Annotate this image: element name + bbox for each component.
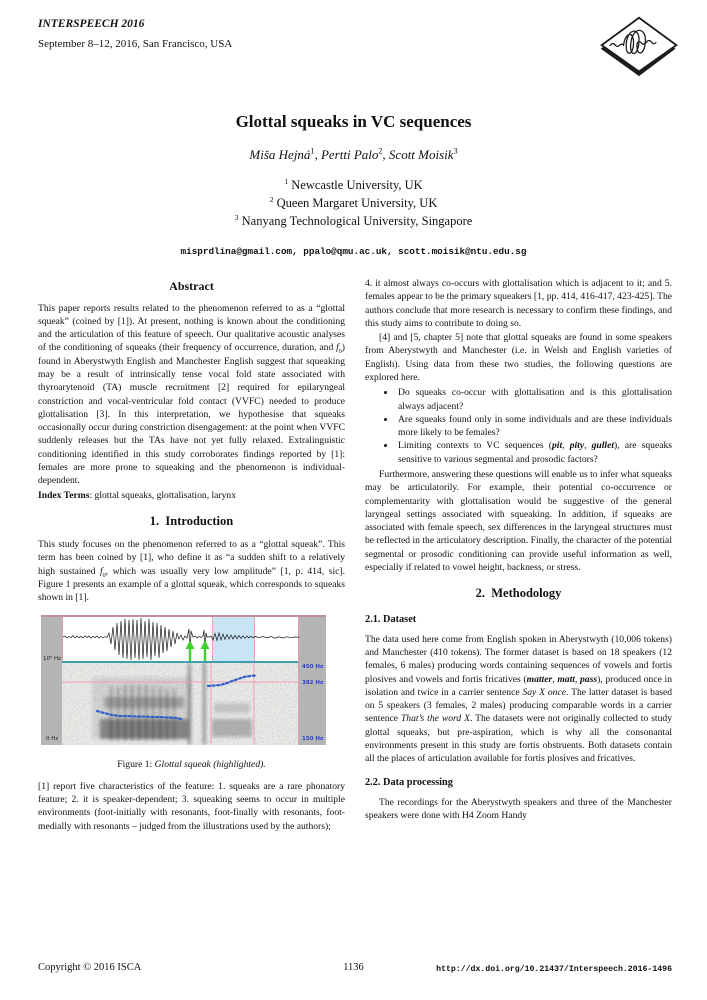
waveform-trace: [63, 617, 299, 661]
paper-title: Glottal squeaks in VC sequences: [235, 112, 472, 131]
affiliation-3: $^3$ Nanyang Technological University, Singapore: [234, 212, 473, 228]
affiliation-1: $^1$ Newcastle University, UK: [284, 176, 423, 192]
figure-left-axis-strip: [41, 617, 62, 745]
section-heading-introduction: 1. Introduction: [149, 513, 234, 528]
axis-label-450hz: 450 Hz: [302, 663, 324, 670]
right-column: [365, 277, 672, 834]
subsection-heading-data-processing: 2.2. Data processing: [365, 776, 453, 788]
conference-date-location: September 8–12, 2016, San Francisco, USA: [38, 38, 233, 50]
spectrogram-image: [62, 663, 298, 745]
characteristics-continuation-paragraph: 4. it almost always co-occurs with glottalisation which is adjacent to it; and 5. females appear to be the primary squeakers [1, pp. 414, 416-417, 423-425]. The authors conclude that more research is necessary to confirm these findings, and this study aims to contribute to doing so.: [365, 278, 672, 329]
characteristics-paragraph: [1] report five characteristics of the feature: 1. squeaks are a rare phonatory feature; 2. it is speaker-dependent; 3. squeaking seems to occur in multiple environments (foot-initially with resonants, foot-finally with resonants, foot-medially with resonants – judged from the illustrations used by the authors);: [38, 780, 345, 832]
research-questions-list: [365, 386, 672, 466]
dataset-paragraph: The data used here come from English spoken in Aberystwyth (10,006 tokens) and Manchester (410 tokens). The former dataset is based on 18 speakers (12 females, 6 males) producing words containing sequences of vowels and fortis plosives and vowels and fortis fricatives (matter, matt, pass), produced once in isolation and twice in a carrier sentence Say X once. The latter dataset is based on 5 speakers (3 females, 2 males) producing comparable words in a carrier sentence That’s the word X. The datasets were not originally collected to study glottal squeaks, but pre-aspiration, which is why all the consonantal environments present in this study are fortis obstruents. Both datasets contain all the places of articulation available for fortis plosives and fricatives.: [365, 633, 673, 765]
waveform-panel: [62, 617, 298, 661]
authors-line: Miša Hejná$^1$, Pertti Palo$^2$, Scott Moisik$^3$: [249, 146, 458, 162]
figure-1: [38, 615, 345, 771]
page-number: 1136: [343, 962, 364, 973]
isca-logo-icon: [598, 12, 680, 80]
figure-plot-area: [62, 617, 299, 745]
abstract-heading: Abstract: [169, 279, 214, 293]
affiliations: [0, 176, 707, 230]
axis-label-150hz: 150 Hz: [302, 735, 324, 742]
subsection-heading-dataset: 2.1. Dataset: [365, 613, 417, 625]
author-emails[interactable]: misprdlina@gmail.com, ppalo@qmu.ac.uk, scott.moisik@ntu.edu.sg: [180, 246, 527, 257]
affiliation-2: $^2$ Queen Margaret University, UK: [269, 194, 438, 210]
furthermore-paragraph: Furthermore, answering these questions will enable us to infer what squeaks may be articulatorily. For example, their potential co-occurrence or complementarity with glottalisation would be suggestive of the general laryngeal settings associated with squeaking. In addition, if squeaks are associated with female speech, sex differences in the laryngeal structures must be reflected in the articulatory description. Finally, the character of the potential segmental or prosodic conditioning can provide useful information as well, especially if related to vowel height, backness, or stress.: [365, 468, 672, 573]
abstract-paragraph: This paper reports results related to the phenomenon referred to as a “glottal squeak” (coined by [1]). At present, nothing is known about the conditioning and the articulation of this feature of speech. Our qualitative acoustic analyses of the conditioning of squeaks (their frequency of occurrence, duration, and $f_0$) found in Aberystwyth English and Manchester English suggest that squeaking may be a result of intrinsically tense vocal fold state associated with thyroarytenoid (TA) muscle recruitment [2] required for epilaryngeal constriction and vocal-ventricular fold contact (VVFC) needed to produce glottalisation [3]. In this interpretation, we hypothesise that squeaks occasionally occur during constriction disengagement: at the point when VVFC suddenly releases but the TAs have not yet fully relaxed. Extralinguistic conditioning identified in this study corroborates findings reported by [1]: females are more prone to squeaking and the phenomenon is individual-dependent.: [38, 302, 345, 487]
axis-label-left-top: 10⁵ Hz: [43, 655, 61, 662]
axis-label-382hz: 382 Hz: [302, 679, 324, 686]
figure-1-image: [41, 615, 326, 745]
list-item: • Do squeaks co-occur with glottalisation and is this glottalisation always adjacent?: [396, 386, 672, 413]
copyright-notice: Copyright © 2016 ISCA: [38, 962, 142, 973]
index-terms: Index Terms: glottal squeaks, glottalisation, larynx: [38, 489, 237, 501]
intro-paragraph: This study focuses on the phenomenon referred to as a “glottal squeak”. This term has been coined by [1], who define it as “a sudden shift to a relatively high sustained $f_0$, which was usually very low amplitude” [1, p. 414, sic]. Figure 1 presents an example of a glottal squeak, which corresponds to squeaks shown in [1].: [38, 539, 345, 604]
data-processing-paragraph: The recordings for the Aberystwyth speakers and three of the Manchester speakers were done with H4 Zoom Handy: [365, 796, 672, 822]
section-heading-methodology: 2. Methodology: [475, 586, 562, 601]
left-column: [38, 277, 345, 834]
conference-name: INTERSPEECH 2016: [38, 18, 145, 30]
cursor-arrow-icon: [186, 640, 210, 661]
spectrogram-panel: [62, 663, 298, 745]
axis-label-left-bottom: 0 Hz: [46, 735, 59, 742]
figure-right-axis-strip: [299, 617, 326, 745]
figure-1-caption: Figure 1: Glottal squeak (highlighted).: [117, 758, 266, 770]
list-item: • Limiting contexts to VC sequences (pit, pity, gullet), are squeaks sensitive to various segmental and prosodic factors?: [396, 439, 672, 466]
note-paragraph: [4] and [5, chapter 5] note that glottal squeaks are found in some speakers from Aberystwyth and Manchester (i.e. in Welsh and English varieties of English). Using data from these two studies, the following questions are explored here.: [365, 332, 672, 383]
two-column-body: [38, 277, 672, 834]
list-item: • Are squeaks found only in some individuals and are these individuals more likely to be females?: [396, 413, 672, 440]
doi-link[interactable]: http://dx.doi.org/10.21437/Interspeech.2016-1496: [436, 965, 672, 974]
